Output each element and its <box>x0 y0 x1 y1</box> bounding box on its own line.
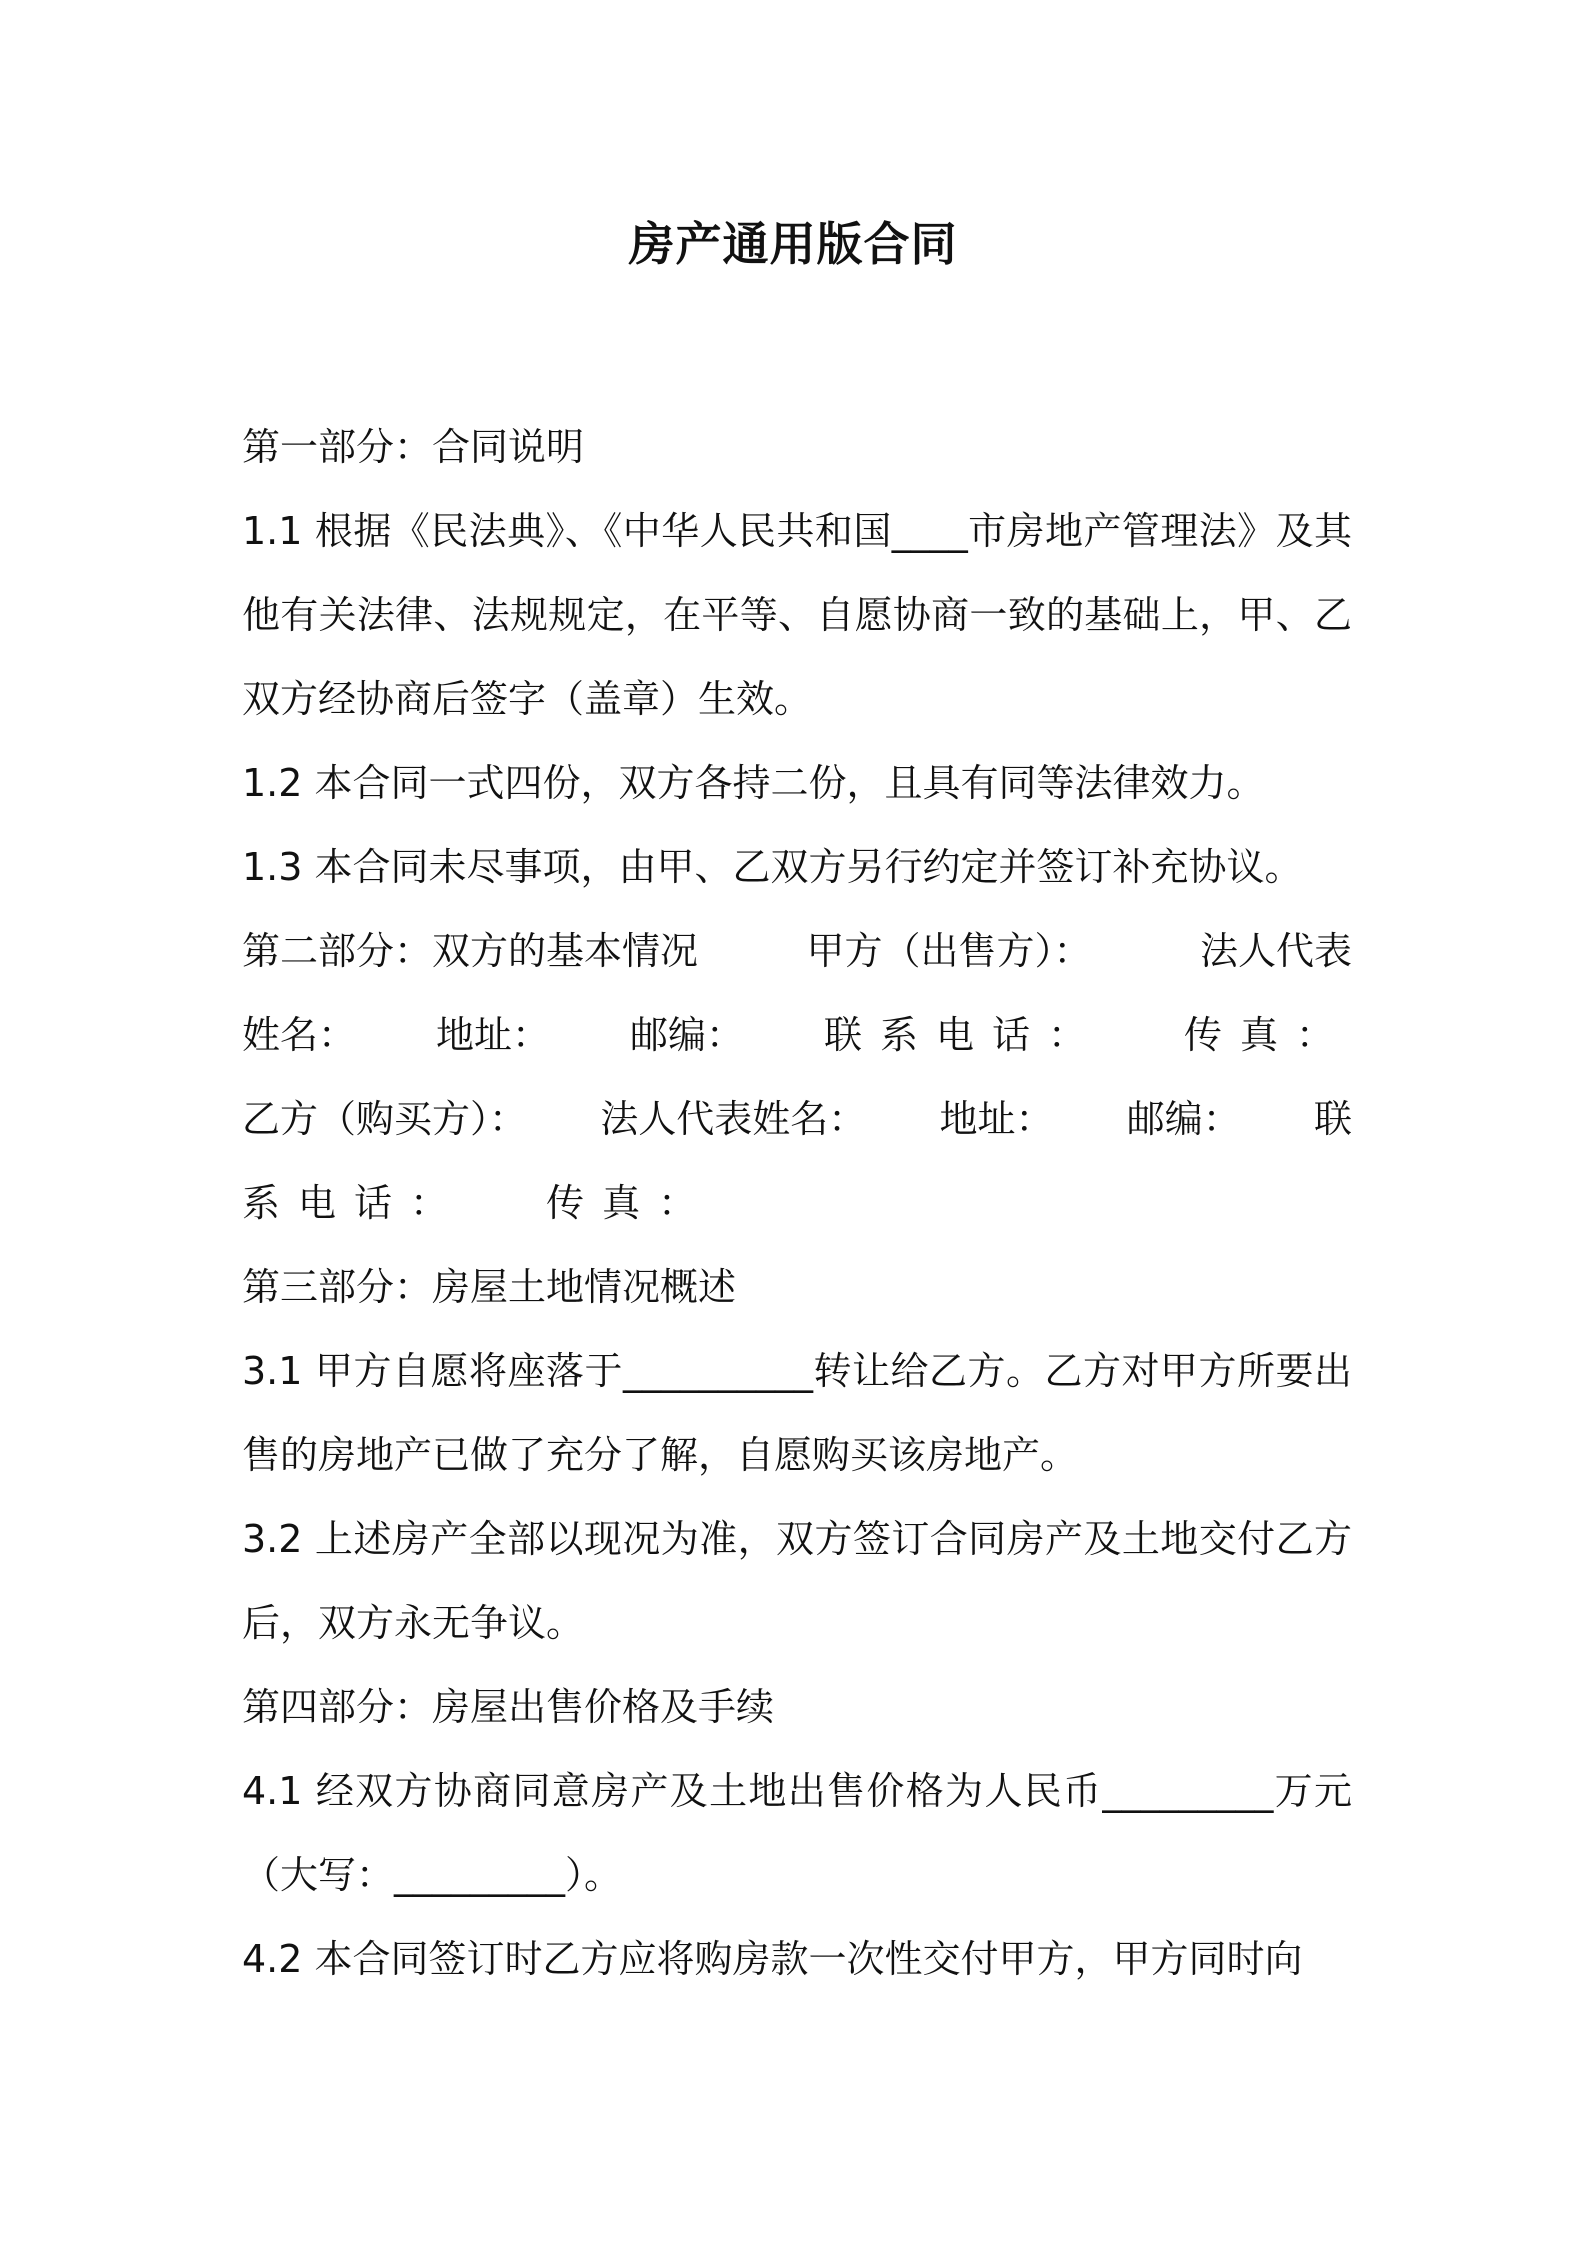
clause-3-1: 3.1 甲方自愿将座落于__________转让给乙方。乙方对甲方所要出售的房地产已做了充分了解，自愿购买该房地产。 <box>242 1349 1352 1477</box>
document-title: 房产通用版合同 <box>628 217 958 271</box>
address-a-label: 地址： <box>435 1013 550 1057</box>
postcode-b-label: 邮编： <box>1126 1097 1241 1141</box>
clause-4-2: 4.2 本合同签订时乙方应将购房款一次性交付甲方，甲方同时向 <box>242 1937 1303 1981</box>
part3-heading: 第三部分：房屋土地情况概述 <box>242 1265 737 1309</box>
clause-1-3: 1.3 本合同未尽事项，由甲、乙双方另行约定并签订补充协议。 <box>242 845 1303 889</box>
phone-a-label: 联系电话： <box>823 1013 1104 1057</box>
postcode-a-label: 邮编： <box>629 1013 744 1057</box>
document-body <box>242 405 1352 2001</box>
clause-1-2: 1.2 本合同一式四份，双方各持二份，且具有同等法律效力。 <box>242 761 1265 805</box>
legal-rep-a-label: 法人代表 <box>1199 929 1352 973</box>
clause-3-2: 3.2 上述房产全部以现况为准，双方签订合同房产及土地交付乙方后，双方永无争议。 <box>242 1517 1352 1645</box>
fax-a-label: 传真： <box>1183 1013 1352 1057</box>
part1-heading: 第一部分：合同说明 <box>242 425 585 469</box>
part2-line-1 <box>242 909 1352 993</box>
part2-line-3 <box>242 1077 1352 1161</box>
party-b-label: 乙方（购买方）： <box>242 1097 528 1141</box>
legal-rep-b-label: 法人代表姓名： <box>600 1097 867 1141</box>
part2-line-2 <box>242 993 1352 1077</box>
part2-line-4 <box>242 1161 1352 1245</box>
address-b-label: 地址： <box>939 1097 1054 1141</box>
part4-heading: 第四部分：房屋出售价格及手续 <box>242 1685 775 1729</box>
phone-b-label-start: 联 <box>1313 1097 1352 1141</box>
phone-b-label-end: 系电话： <box>242 1181 467 1225</box>
name-a-label: 姓名： <box>242 1013 357 1057</box>
fax-b-label: 传真： <box>546 1181 715 1225</box>
clause-1-1: 1.1 根据《民法典》、《中华人民共和国____市房地产管理法》及其他有关法律、法规规定，在平等、自愿协商一致的基础上，甲、乙双方经协商后签字（盖章）生效。 <box>242 509 1352 721</box>
part2-heading: 第二部分：双方的基本情况 <box>242 929 699 973</box>
clause-4-1: 4.1 经双方协商同意房产及土地出售价格为人民币_________万元（大写：_________）。 <box>242 1769 1352 1897</box>
party-a-label: 甲方（出售方）： <box>806 929 1092 973</box>
